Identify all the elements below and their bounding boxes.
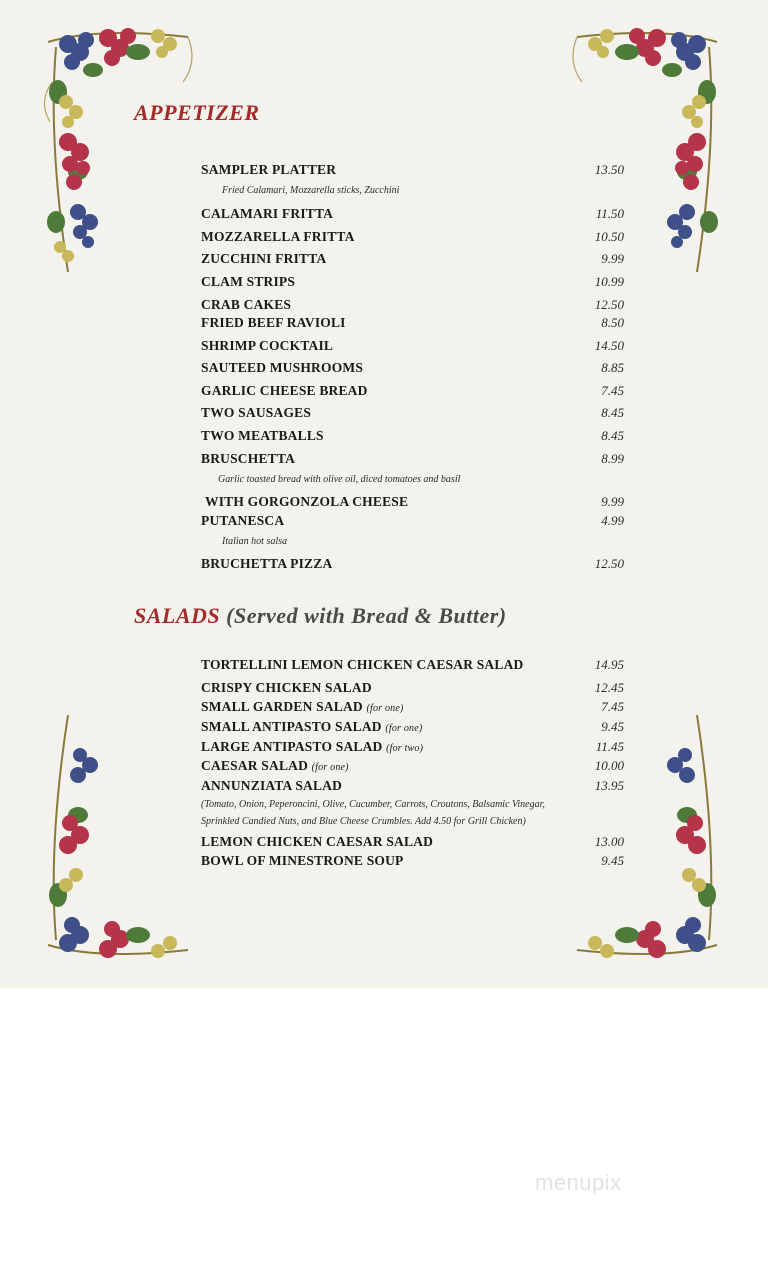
salads-title: SALADS bbox=[134, 603, 221, 628]
item-price: 11.45 bbox=[595, 739, 624, 754]
menu-item bbox=[0, 513, 768, 531]
item-name: CAESAR SALAD bbox=[201, 758, 309, 773]
item-note: (for one) bbox=[385, 723, 423, 734]
item-price: 8.50 bbox=[601, 315, 624, 330]
menu-item bbox=[0, 778, 768, 796]
item-name: LARGE ANTIPASTO SALAD bbox=[201, 739, 383, 754]
menupix-watermark: menupix bbox=[535, 1170, 622, 1195]
item-price: 4.99 bbox=[601, 513, 624, 528]
item-description: Sprinkled Candied Nuts, and Blue Cheese Crumbles. Add 4.50 for Grill Chicken) bbox=[201, 816, 526, 827]
item-price: 14.50 bbox=[594, 338, 624, 353]
item-price: 10.99 bbox=[594, 274, 624, 289]
appetizer-heading: APPETIZER bbox=[134, 100, 260, 125]
menu-item bbox=[0, 739, 768, 757]
item-name: PUTANESCA bbox=[201, 513, 285, 528]
item-note: (for one) bbox=[366, 703, 404, 714]
menu-item bbox=[0, 162, 768, 180]
item-description: Garlic toasted bread with olive oil, diced tomatoes and basil bbox=[218, 474, 461, 485]
menu-item bbox=[0, 699, 768, 717]
item-price: 8.45 bbox=[601, 428, 624, 443]
menu-item bbox=[0, 556, 768, 574]
item-price: 8.45 bbox=[601, 405, 624, 420]
item-note: (for two) bbox=[386, 743, 424, 754]
item-name: SAUTEED MUSHROOMS bbox=[201, 360, 364, 375]
salads-subtitle: (Served with Bread & Butter) bbox=[226, 603, 507, 628]
item-name: GARLIC CHEESE BREAD bbox=[201, 383, 368, 398]
item-name: CLAM STRIPS bbox=[201, 274, 296, 289]
item-price: 13.50 bbox=[594, 162, 624, 177]
menu-item bbox=[0, 405, 768, 423]
item-price: 8.99 bbox=[601, 451, 624, 466]
item-name: SMALL ANTIPASTO SALAD bbox=[201, 719, 382, 734]
item-description: (Tomato, Onion, Peperoncini, Olive, Cucumber, Carrots, Croutons, Balsamic Vinegar, bbox=[201, 799, 545, 810]
menu-item bbox=[0, 494, 768, 512]
item-price: 7.45 bbox=[601, 383, 624, 398]
menu-item bbox=[0, 338, 768, 356]
item-name: ZUCCHINI FRITTA bbox=[201, 251, 327, 266]
item-name: TWO SAUSAGES bbox=[201, 405, 312, 420]
item-name: BRUSCHETTA bbox=[201, 451, 296, 466]
item-price: 10.00 bbox=[594, 758, 624, 773]
item-name: ANNUNZIATA SALAD bbox=[201, 778, 343, 793]
item-name: TORTELLINI LEMON CHICKEN CAESAR SALAD bbox=[201, 657, 524, 672]
menu-item bbox=[0, 297, 768, 315]
item-price: 13.95 bbox=[594, 778, 624, 793]
item-price: 11.50 bbox=[595, 206, 624, 221]
menu-item bbox=[0, 251, 768, 269]
item-price: 8.85 bbox=[601, 360, 624, 375]
item-name: SAMPLER PLATTER bbox=[201, 162, 337, 177]
menu-item bbox=[0, 360, 768, 378]
item-price: 9.99 bbox=[601, 494, 624, 509]
menu-item bbox=[0, 834, 768, 852]
item-price: 9.99 bbox=[601, 251, 624, 266]
item-name: SHRIMP COCKTAIL bbox=[201, 338, 334, 353]
item-description: Fried Calamari, Mozzarella sticks, Zucchini bbox=[222, 185, 400, 196]
menu-item bbox=[0, 315, 768, 333]
menu-item bbox=[0, 428, 768, 446]
menu-item bbox=[0, 758, 768, 776]
item-name: CALAMARI FRITTA bbox=[201, 206, 334, 221]
item-name: BRUCHETTA PIZZA bbox=[201, 556, 333, 571]
item-name: TWO MEATBALLS bbox=[201, 428, 324, 443]
menu-item bbox=[0, 657, 768, 675]
item-price: 9.45 bbox=[601, 853, 624, 868]
item-name: MOZZARELLA FRITTA bbox=[201, 229, 355, 244]
item-name: CRAB CAKES bbox=[201, 297, 292, 312]
item-price: 13.00 bbox=[594, 834, 624, 849]
item-price: 9.45 bbox=[601, 719, 624, 734]
item-price: 10.50 bbox=[594, 229, 624, 244]
item-note: (for one) bbox=[311, 762, 349, 773]
item-name: WITH GORGONZOLA CHEESE bbox=[205, 494, 409, 509]
item-price: 12.45 bbox=[594, 680, 624, 695]
item-name: CRISPY CHICKEN SALAD bbox=[201, 680, 372, 695]
salads-heading bbox=[134, 603, 507, 629]
menu-item bbox=[0, 383, 768, 401]
item-price: 12.50 bbox=[594, 297, 624, 312]
menu-item bbox=[0, 274, 768, 292]
item-price: 12.50 bbox=[594, 556, 624, 571]
item-name: FRIED BEEF RAVIOLI bbox=[201, 315, 346, 330]
item-price: 7.45 bbox=[601, 699, 624, 714]
menu-item bbox=[0, 719, 768, 737]
item-price: 14.95 bbox=[594, 657, 624, 672]
menu-item bbox=[0, 451, 768, 469]
menu-item bbox=[0, 229, 768, 247]
item-name: BOWL OF MINESTRONE SOUP bbox=[201, 853, 404, 868]
item-name: LEMON CHICKEN CAESAR SALAD bbox=[201, 834, 434, 849]
menu-item bbox=[0, 206, 768, 224]
item-name: SMALL GARDEN SALAD bbox=[201, 699, 363, 714]
menu-item bbox=[0, 680, 768, 698]
item-description: Italian hot salsa bbox=[222, 536, 288, 547]
menu-item bbox=[0, 853, 768, 871]
